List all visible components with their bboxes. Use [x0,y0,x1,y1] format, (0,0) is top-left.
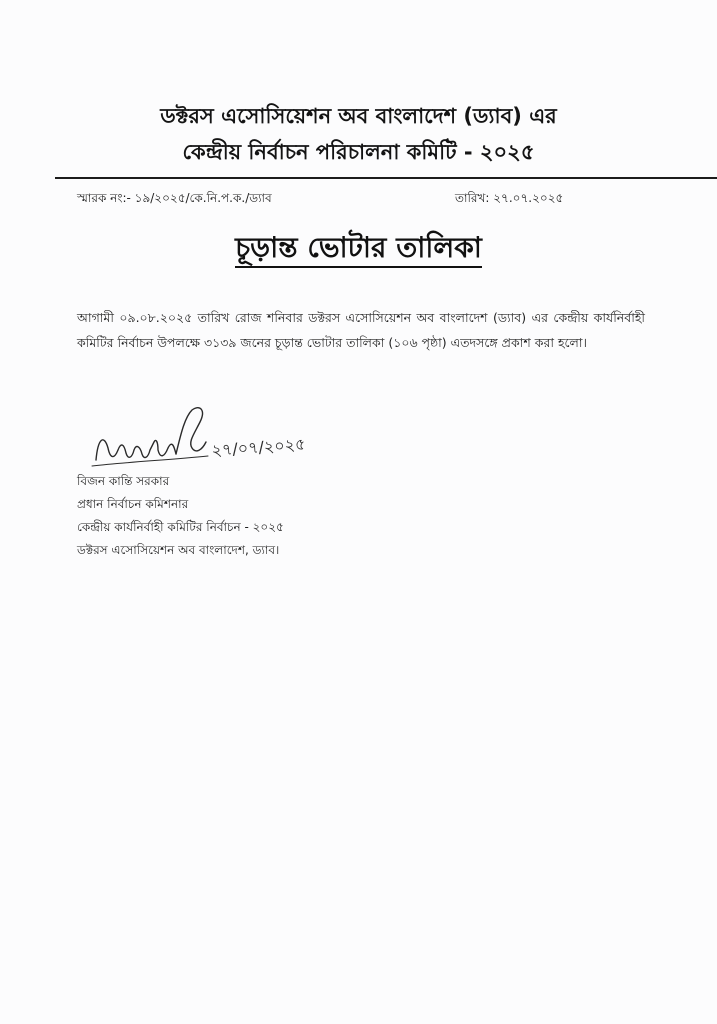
signatory-organization: ডক্টরস এসোসিয়েশন অব বাংলাদেশ, ড্যাব। [77,543,280,557]
header-title-line-2: কেন্দ্রীয় নির্বাচন পরিচালনা কমিটি - ২০২৫ [182,140,535,164]
memo-date: তারিখ: ২৭.০৭.২০২৫ [455,191,564,205]
notice-body: আগামী ০৯.০৮.২০২৫ তারিখ রোজ শনিবার ডক্টরস এসোসিয়েশন অব বাংলাদেশ (ড্যাব) এর কেন্দ্রীয় কার্যনির্বাহী কমিটির নির্বাচন উপলক্ষে ৩১৩৯ জনের চূড়ান্ত ভোটার তালিকা (১০৬ পৃষ্ঠা) এতদসঙ্গে প্রকাশ করা হলো। [77,310,645,350]
header-title-line-1: ডক্টরস এসোসিয়েশন অব বাংলাদেশ (ড্যাব) এর [160,104,557,128]
signatory-committee: কেন্দ্রীয় কার্যনির্বাহী কমিটির নির্বাচন - ২০২৫ [77,520,284,534]
signatory-name: বিজন কান্তি সরকার [77,474,170,488]
signature-date: ২৭/০৭/২০২৫ [210,434,307,460]
page-title [0,226,717,273]
header-divider [55,177,717,179]
handwritten-signature [88,398,318,478]
page-title-text: চূড়ান্ত ভোটার তালিকা [235,231,482,268]
signatory-designation: প্রধান নির্বাচন কমিশনার [77,497,189,511]
memo-number: স্মারক নং:- ১৯/২০২৫/কে.নি.প.ক./ড্যাব [77,191,272,205]
signatory-block [77,470,284,562]
